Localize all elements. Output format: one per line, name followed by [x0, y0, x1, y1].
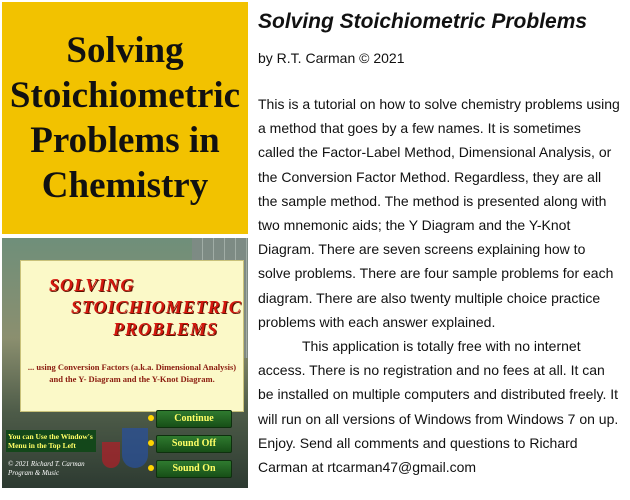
flask-icon — [122, 428, 148, 468]
bullet-icon — [148, 440, 154, 446]
author-byline: by R.T. Carman © 2021 — [258, 50, 405, 66]
cover-image — [2, 2, 248, 234]
screenshot-subtitle: ... using Conversion Factors (a.k.a. Dimensional Analysis) and the Y- Diagram and the Y-Knot Diagram. — [27, 362, 237, 384]
description-paragraph: This is a tutorial on how to solve chemistry problems using a method that goes by a few names. It is sometimes called the Factor-Label Method, Dimensional Analysis, or the Conversion Factor Method. Regardless, they are all the sample method. The method is presented along with two mnemonic aids; the Y Diagram and the Y-Knot Diagram. There are seven screens explaining how to solve problems. There are four sample problems for each diagram. There are also twenty multiple choice practice problems with each answer explained. — [258, 96, 620, 330]
title-panel — [20, 260, 244, 412]
screenshot-title-line: PROBLEMS — [113, 319, 219, 339]
bullet-icon — [148, 465, 154, 471]
cover-title-line: Chemistry — [41, 165, 209, 206]
screenshot-title-line: STOICHIOMETRIC — [71, 297, 242, 317]
screenshot-title-line: SOLVING — [49, 275, 135, 295]
app-screenshot — [2, 238, 248, 488]
cover-title-line: Stoichiometric — [9, 75, 241, 116]
sound-off-button[interactable]: Sound Off — [156, 435, 232, 453]
bullet-icon — [148, 415, 154, 421]
continue-button[interactable]: Continue — [156, 410, 232, 428]
app-description — [258, 92, 620, 479]
app-title: Solving Stoichiometric Problems — [258, 10, 588, 33]
cover-title-line: Problems in — [30, 120, 220, 161]
screenshot-copyright: © 2021 Richard T. Carman Program & Music — [8, 460, 85, 477]
cover-title-line: Solving — [66, 30, 184, 71]
description-paragraph: This application is totally free with no internet access. There is no registration and no fees at all. It can be installed on multiple computers and distributed freely. It will run on all versions of Windows from Windows 7 on up. Enjoy. Send all comments and questions to Richard Carman at rtcarman47@gmail.com — [258, 338, 619, 476]
sound-on-button[interactable]: Sound On — [156, 460, 232, 478]
menu-note: You can Use the Window's Menu in the Top Left — [6, 430, 96, 452]
